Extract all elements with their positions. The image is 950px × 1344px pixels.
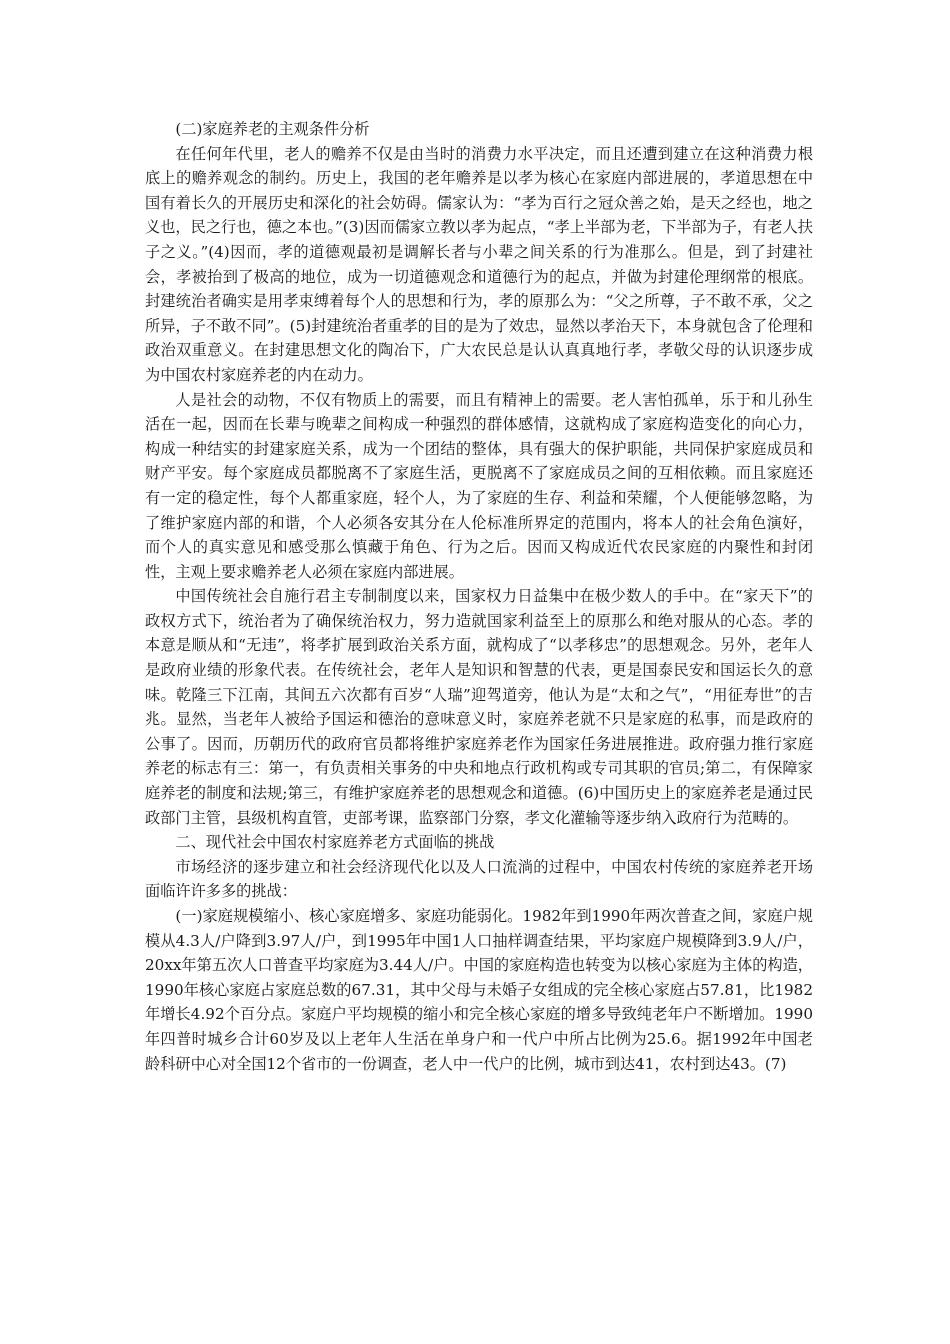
document-body — [145, 117, 813, 1076]
section-heading-modern-challenges: 二、现代社会中国农村家庭养老方式面临的挑战 — [175, 833, 495, 852]
paragraph-social-needs: 人是社会的动物，不仅有物质上的需要，而且有精神上的需要。老人害怕孤单，乐于和儿孙生活在一起，因而在长辈与晚辈之间构成一种强烈的群体感情，这就构成了家庭构造变化的向心力，构成一种结实的封建家庭关系，成为一个团结的整体，具有强大的保护职能，共同保护家庭成员和财产平安。每个家庭成员都脱离不了家庭生活，更脱离不了家庭成员之间的互相依赖。而且家庭还有一定的稳定性，每个人都重家庭，轻个人，为了家庭的生存、利益和荣耀，个人便能够忽略，为了维护家庭内部的和谐，个人必须各安其分在人伦标准所界定的范围内，将本人的社会角色演好，而个人的真实意见和感受那么慎藏于角色、行为之后。因而又构成近代农民家庭的内聚性和封闭性，主观上要求赡养老人必须在家庭内部进展。 — [145, 390, 813, 581]
paragraph-challenges-intro: 市场经济的逐步建立和社会经济现代化以及人口流淌的过程中，中国农村传统的家庭养老开场面临许许多多的挑战： — [145, 857, 813, 901]
section-heading-subjective-conditions: (二)家庭养老的主观条件分析 — [175, 120, 370, 138]
paragraph-filial-piety-history: 在任何年代里，老人的赡养不仅是由当时的消费力水平决定，而且还遭到建立在这种消费力根底上的赡养观念的制约。历史上，我国的老年赡养是以孝为核心在家庭内部进展的，孝道思想在中国有着长久的开展历史和深化的社会妨碍。儒家认为：“孝为百行之冠众善之始，是天之经也，地之义也，民之行也，德之本也。”(3)因而儒家立教以孝为起点，“孝上半部为老，下半部为子，有老人扶子之义。”(4)因而，孝的道德观最初是调解长者与小辈之间关系的行为准那么。但是，到了封建社会，孝被抬到了极高的地位，成为一切道德观念和道德行为的起点，并做为封建伦理纲常的根底。封建统治者确实是用孝束缚着每个人的思想和行为，孝的原那么为：“父之所尊，子不敢不承，父之所异，子不敢不同”。(5)封建统治者重孝的目的是为了效忠，显然以孝治天下，本身就包含了伦理和政治双重意义。在封建思想文化的陶冶下，广大农民总是认认真真地行孝，孝敬父母的认识逐步成为中国农村家庭养老的内在动力。 — [145, 144, 813, 384]
paragraph-family-scale: (一)家庭规模缩小、核心家庭增多、家庭功能弱化。1982年到1990年两次普查之间，家庭户规模从4.3人/户降到3.97人/户，到1995年中国1人口抽样调查结果，平均家庭户规模降到3.9人/户，20xx年第五次人口普查平均家庭为3.44人/户。中国的家庭构造也转变为以核心家庭为主体的构造，1990年核心家庭占家庭总数的67.31，其中父母与未婚子女组成的完全核心家庭占57.81，比1982年增长4.92个百分点。家庭户平均规模的缩小和完全核心家庭的增多导致纯老年户不断增加。1990年四普时城乡合计60岁及以上老年人生活在单身户和一代户中所占比例为25.6。据1992年中国老龄科研中心对全国12个省市的一份调查，老人中一代户的比例，城市到达41，农村到达43。(7) — [145, 907, 813, 1073]
paragraph-state-power: 中国传统社会自施行君主专制制度以来，国家权力日益集中在极少数人的手中。在“家天下”的政权方式下，统治者为了确保统治权力，努力造就国家利益至上的原那么和绝对服从的心态。孝的本意是顺从和“无违”，将孝扩展到政治关系方面，就构成了“以孝移忠”的思想观念。另外，老年人是政府业绩的形象代表。在传统社会，老年人是知识和智慧的代表，更是国泰民安和国运长久的意味。乾隆三下江南，其间五六次都有百岁“人瑞”迎驾道旁，他认为是“太和之气”，“用征寿世”的吉兆。显然，当老年人被给予国运和德治的意味意义时，家庭养老就不只是家庭的私事，而是政府的公事了。因而，历朝历代的政府官员都将维护家庭养老作为国家任务进展推进。政府强力推行家庭养老的标志有三：第一，有负责相关事务的中央和地点行政机构或专司其职的官员;第二，有保障家庭养老的制度和法规;第三，有维护家庭养老的思想观念和道德。(6)中国历史上的家庭养老是通过民政部门主管，县级机构直管，吏部考课，监察部门分察，孝文化灌输等逐步纳入政府行为范畴的。 — [145, 587, 813, 827]
